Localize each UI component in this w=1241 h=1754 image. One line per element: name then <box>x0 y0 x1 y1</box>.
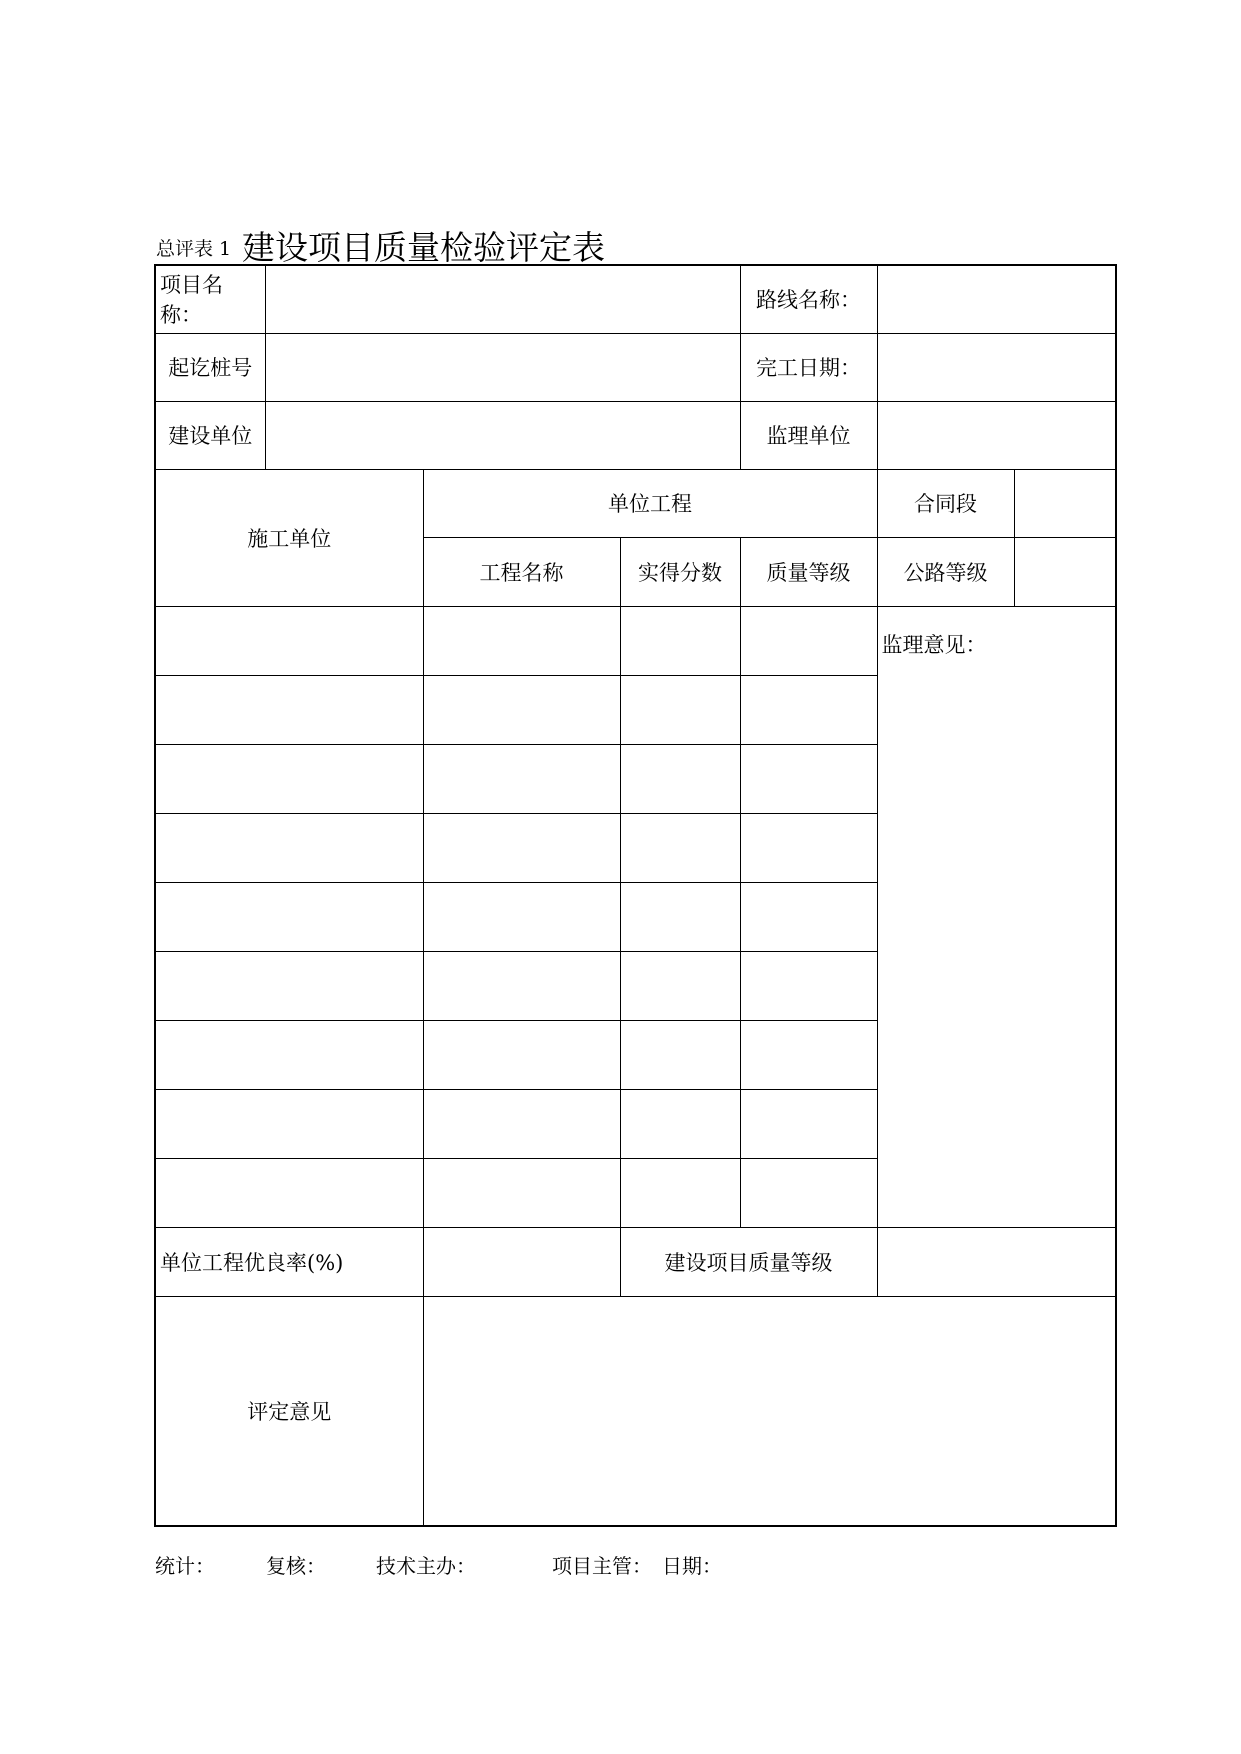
actual-score-cell[interactable] <box>620 675 740 744</box>
contractor-cell[interactable] <box>155 1158 423 1227</box>
construction-unit-field[interactable] <box>265 401 740 469</box>
quality-grade-cell[interactable] <box>740 882 877 951</box>
project-name-cell[interactable] <box>423 1158 620 1227</box>
contract-section-field[interactable] <box>1014 469 1116 537</box>
actual-score-cell[interactable] <box>620 1158 740 1227</box>
label-completion-date: 完工日期： <box>740 333 877 401</box>
actual-score-cell[interactable] <box>620 1020 740 1089</box>
excellent-rate-field[interactable] <box>423 1227 620 1296</box>
footer-statistics: 统计： <box>155 1554 215 1578</box>
label-highway-grade: 公路等级 <box>877 537 1014 606</box>
highway-grade-field[interactable] <box>1014 537 1116 606</box>
completion-date-field[interactable] <box>877 333 1116 401</box>
evaluation-opinion-field[interactable] <box>423 1296 1116 1526</box>
project-name-cell[interactable] <box>423 882 620 951</box>
col-header-quality-grade: 质量等级 <box>740 537 877 606</box>
contractor-cell[interactable] <box>155 882 423 951</box>
footer-technical-officer: 技术主办： <box>376 1554 476 1578</box>
actual-score-cell[interactable] <box>620 882 740 951</box>
actual-score-cell[interactable] <box>620 744 740 813</box>
label-evaluation-opinion: 评定意见 <box>155 1296 423 1526</box>
label-route-name: 路线名称： <box>740 265 877 333</box>
quality-grade-cell[interactable] <box>740 675 877 744</box>
row-stake-date <box>155 333 1116 401</box>
contractor-cell[interactable] <box>155 813 423 882</box>
supervision-unit-field[interactable] <box>877 401 1116 469</box>
quality-grade-cell[interactable] <box>740 744 877 813</box>
footer-date: 日期： <box>662 1554 722 1578</box>
actual-score-cell[interactable] <box>620 1089 740 1158</box>
row-unit-header-1 <box>155 469 1116 537</box>
quality-grade-cell[interactable] <box>740 951 877 1020</box>
quality-grade-cell[interactable] <box>740 1089 877 1158</box>
project-name-cell[interactable] <box>423 675 620 744</box>
contractor-cell[interactable] <box>155 675 423 744</box>
contractor-cell[interactable] <box>155 744 423 813</box>
label-unit-project: 单位工程 <box>423 469 877 537</box>
label-supervision-opinion: 监理意见： <box>881 632 987 657</box>
footer-project-manager: 项目主管： <box>552 1554 652 1578</box>
project-name-cell[interactable] <box>423 813 620 882</box>
quality-grade-cell[interactable] <box>740 1158 877 1227</box>
footer-review: 复核： <box>266 1554 326 1578</box>
supervision-opinion-box[interactable] <box>877 606 1116 1227</box>
project-name-cell[interactable] <box>423 951 620 1020</box>
label-project-name: 项目名称： <box>155 265 265 333</box>
actual-score-cell[interactable] <box>620 951 740 1020</box>
row-project-route <box>155 265 1116 333</box>
project-name-field[interactable] <box>265 265 740 333</box>
label-project-quality-grade: 建设项目质量等级 <box>620 1227 877 1296</box>
quality-grade-cell[interactable] <box>740 606 877 675</box>
actual-score-cell[interactable] <box>620 606 740 675</box>
label-contract-section: 合同段 <box>877 469 1014 537</box>
evaluation-form-table <box>154 264 1117 1527</box>
contractor-cell[interactable] <box>155 951 423 1020</box>
col-header-actual-score: 实得分数 <box>620 537 740 606</box>
route-name-field[interactable] <box>877 265 1116 333</box>
col-header-project-name: 工程名称 <box>423 537 620 606</box>
row-construction-supervision <box>155 401 1116 469</box>
label-supervision-unit: 监理单位 <box>740 401 877 469</box>
contractor-cell[interactable] <box>155 1020 423 1089</box>
actual-score-cell[interactable] <box>620 813 740 882</box>
contractor-cell[interactable] <box>155 1089 423 1158</box>
label-construction-unit: 建设单位 <box>155 401 265 469</box>
label-start-end-stake: 起讫桩号 <box>155 333 265 401</box>
row-evaluation <box>155 1296 1116 1526</box>
quality-grade-cell[interactable] <box>740 1020 877 1089</box>
project-name-cell[interactable] <box>423 1089 620 1158</box>
project-quality-grade-field[interactable] <box>877 1227 1116 1296</box>
row-summary <box>155 1227 1116 1296</box>
contractor-cell[interactable] <box>155 606 423 675</box>
start-end-stake-field[interactable] <box>265 333 740 401</box>
quality-grade-cell[interactable] <box>740 813 877 882</box>
project-name-cell[interactable] <box>423 606 620 675</box>
project-name-cell[interactable] <box>423 1020 620 1089</box>
page-title: 建设项目质量检验评定表 <box>242 228 605 267</box>
label-contractor: 施工单位 <box>155 469 423 606</box>
table-row <box>155 606 1116 675</box>
project-name-cell[interactable] <box>423 744 620 813</box>
label-excellent-rate: 单位工程优良率(%) <box>155 1227 423 1296</box>
form-number: 总评表 1 <box>156 238 232 260</box>
